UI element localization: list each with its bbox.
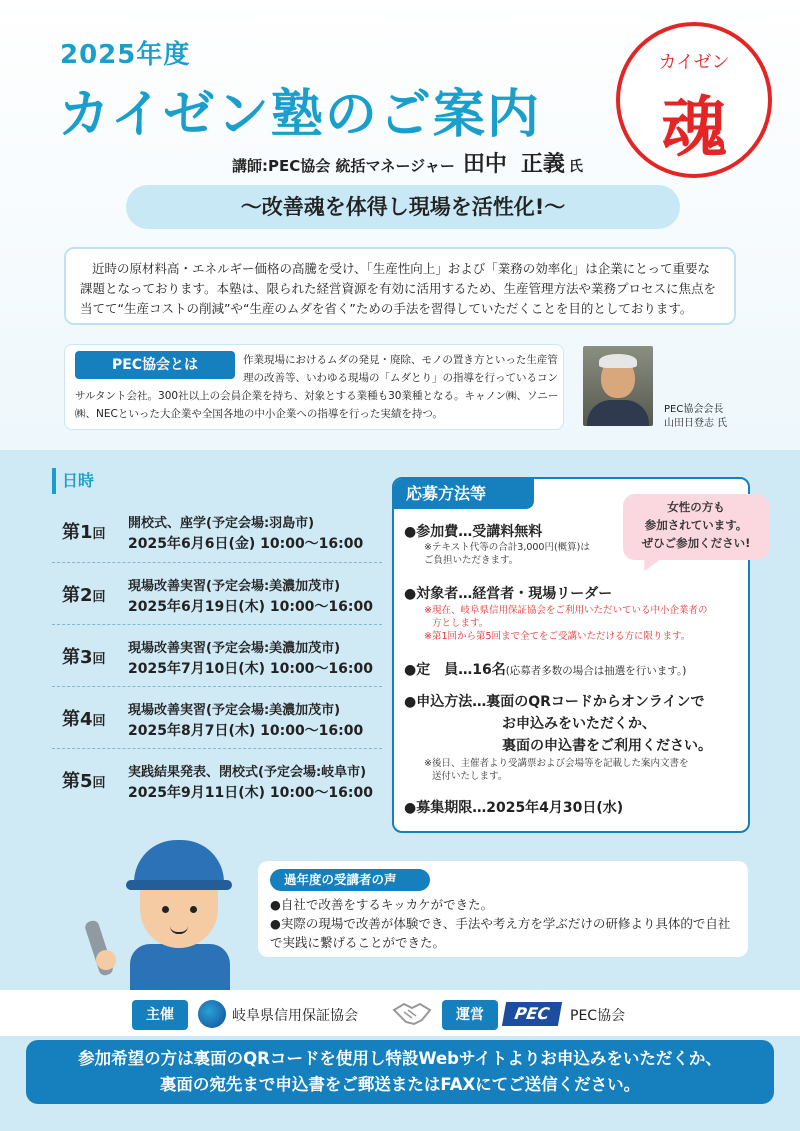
schedule-list: [52, 500, 382, 810]
testimonial-box: [258, 861, 748, 957]
method-line-2: お申込みをいただくか、: [502, 716, 656, 732]
footer-line-1: 参加希望の方は裏面のQRコードを使用し特設Webサイトよりお申込みをいただくか、: [78, 1049, 722, 1068]
schedule-row: [52, 686, 382, 748]
fee-note-1: ※テキスト代等の合計3,000円(概算)は: [424, 542, 590, 553]
method-note-2: 送付いたします。: [432, 771, 508, 782]
schedule-row: [52, 500, 382, 562]
year-label: 2025年度: [60, 40, 191, 70]
pec-about-text-bottom: サルタント会社。300社以上の会員企業を持ち、対象とする業種も30業種となる。キャノン㈱、ソニー㈱、NECといった大企業や全国各地の中小企業への指導を行った実績を持つ。: [75, 390, 559, 420]
seal-small-text: カイゼン: [658, 52, 730, 73]
footer-line-2: 裏面の宛先まで申込書をご郵送またはFAXにてご送信ください。: [159, 1075, 641, 1094]
caption-name: 山田日登志 氏: [664, 418, 728, 429]
fee-note-2: ご負担いただきます。: [424, 555, 519, 566]
chairman-photo: [583, 346, 653, 426]
women-welcome-bubble: 女性の方も 参加されています。 ぜひご参加ください!: [623, 494, 769, 560]
testimonial-heading: 過年度の受講者の声: [270, 869, 430, 891]
pec-about-label: PEC協会とは: [75, 351, 235, 379]
testimonial-item: ●実際の現場で改善が体験でき、手法や考え方を学ぶだけの研修より具体的で自社で実践に繋げることができた。: [270, 916, 731, 950]
target-note-3: ※第1回から第5回まで全てをご受講いただける方に限ります。: [424, 631, 691, 642]
subtitle-banner: 〜改善魂を体得し現場を活性化!〜: [126, 185, 680, 229]
session-date: 2025年8月7日(木) 10:00〜16:00: [128, 723, 364, 739]
schedule-heading: 日時: [52, 468, 108, 494]
session-number: 第2回: [62, 585, 106, 606]
session-title: 開校式、座学(予定会場:羽島市): [128, 516, 315, 531]
operator-tag: 運営: [442, 1000, 498, 1030]
footer-banner: [26, 1040, 774, 1104]
caption-title: PEC協会会長: [664, 404, 724, 415]
schedule-row: [52, 748, 382, 810]
schedule-row: [52, 562, 382, 624]
session-date: 2025年9月11日(木) 10:00〜16:00: [128, 785, 373, 801]
photo-caption: [664, 403, 727, 431]
lecturer-family-name: 田中: [462, 152, 507, 177]
pec-about-text-top: 作業現場におけるムダの発見・廃除、モノの置き方といった生産管理の改善等、いわゆる現場の「ムダとり」の指導を行っているコン: [243, 354, 558, 384]
deadline-line: ●募集期限…2025年4月30日(水): [404, 800, 624, 816]
fee-line: ●参加費…受講料無料: [404, 524, 543, 540]
worker-illustration: [86, 840, 266, 990]
lecturer-honorific: 氏: [568, 159, 583, 175]
page-title: カイゼン塾のご案内: [58, 85, 541, 145]
session-date: 2025年6月19日(木) 10:00〜16:00: [128, 599, 373, 615]
session-date: 2025年6月6日(金) 10:00〜16:00: [128, 536, 364, 552]
capacity-line: ●定 員…16名(応募者多数の場合は抽選を行います。): [404, 662, 687, 678]
lecturer-prefix: 講師:PEC協会 統括マネージャー: [232, 157, 455, 175]
application-heading: 応募方法等: [394, 479, 534, 509]
session-title: 現場改善実習(予定会場:美濃加茂市): [128, 703, 341, 718]
operator-name: PEC協会: [570, 1008, 626, 1024]
schedule-row: [52, 624, 382, 686]
seal-big-text: 魂: [661, 88, 727, 166]
pec-logo-icon: PEC: [502, 1002, 562, 1026]
kaizen-seal-icon: [616, 22, 772, 178]
method-note-1: ※後日、主催者より受講票および会場等を記載した案内文書を: [424, 758, 689, 769]
session-title: 現場改善実習(予定会場:美濃加茂市): [128, 579, 341, 594]
handshake-icon: [392, 1000, 432, 1026]
host-tag: 主催: [132, 1000, 188, 1030]
lecturer-line: [232, 147, 583, 178]
target-line: ●対象者…経営者・現場リーダー: [404, 586, 613, 602]
target-note-2: 方とします。: [432, 618, 489, 629]
session-number: 第3回: [62, 647, 106, 668]
session-title: 現場改善実習(予定会場:美濃加茂市): [128, 641, 341, 656]
session-title: 実践結果発表、閉校式(予定会場:岐阜市): [128, 765, 367, 780]
intro-text: 近時の原材料高・エネルギー価格の高騰を受け、「生産性向上」および「業務の効率化」は企業にとって重要な課題となっております。本塾は、限られた経営資源を有効に活用するため、生産管理方法や業務プロセスに焦点を当てて“生産コストの削減”や“生産のムダを省く”ための手法を習得していただくことを目的としております。: [64, 247, 736, 325]
session-number: 第1回: [62, 522, 106, 543]
pec-about-box: [64, 344, 564, 430]
testimonial-item: ●自社で改善をするキッカケができた。: [270, 897, 494, 912]
method-line-3: 裏面の申込書をご利用ください。: [502, 738, 712, 754]
host-name: 岐阜県信用保証協会: [232, 1008, 358, 1024]
lecturer-given-name: 正義: [520, 152, 565, 177]
session-number: 第5回: [62, 771, 106, 792]
guarantee-association-logo-icon: [198, 1000, 226, 1028]
session-date: 2025年7月10日(木) 10:00〜16:00: [128, 661, 373, 677]
target-note-1: ※現在、岐阜県信用保証協会をご利用いただいている中小企業者の: [424, 605, 708, 616]
method-line-1: ●申込方法…裏面のQRコードからオンラインで: [404, 694, 705, 710]
session-number: 第4回: [62, 709, 106, 730]
